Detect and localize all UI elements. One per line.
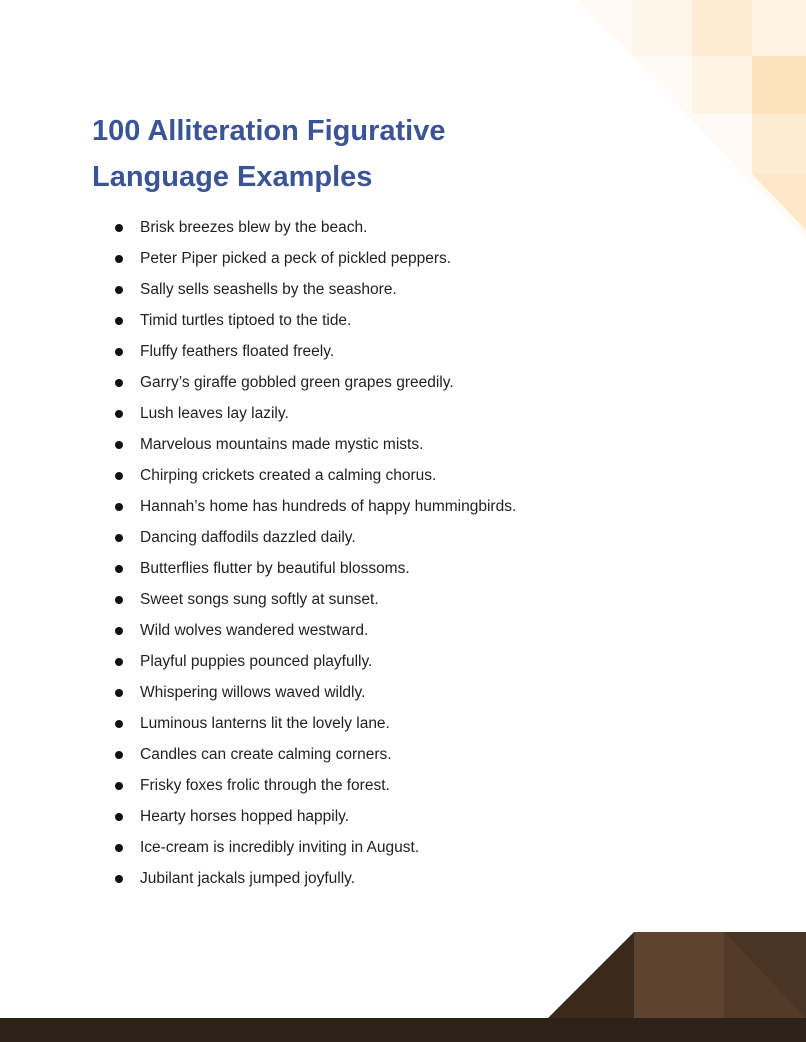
- example-text: Frisky foxes frolic through the forest.: [140, 777, 390, 794]
- bullet-icon: [115, 844, 123, 852]
- list-item: [112, 708, 516, 739]
- bullet-icon: [115, 782, 123, 790]
- bullet-icon: [115, 503, 123, 511]
- list-item: [112, 677, 516, 708]
- example-text: Sweet songs sung softly at sunset.: [140, 591, 379, 608]
- bullet-icon: [115, 565, 123, 573]
- list-item: [112, 739, 516, 770]
- list-item: [112, 305, 516, 336]
- bullet-icon: [115, 658, 123, 666]
- bullet-icon: [115, 286, 123, 294]
- list-item: [112, 522, 516, 553]
- list-item: [112, 491, 516, 522]
- example-text: Lush leaves lay lazily.: [140, 405, 289, 422]
- example-text: Peter Piper picked a peck of pickled peppers.: [140, 250, 452, 267]
- bullet-icon: [115, 751, 123, 759]
- example-text: Fluffy feathers floated freely.: [140, 343, 335, 360]
- example-text: Candles can create calming corners.: [140, 746, 392, 763]
- list-item: [112, 770, 516, 801]
- list-item: [112, 367, 516, 398]
- list-item: [112, 336, 516, 367]
- example-text: Marvelous mountains made mystic mists.: [140, 436, 424, 453]
- bullet-icon: [115, 689, 123, 697]
- document-title: 100 Alliteration Figurative Language Examples: [92, 115, 446, 193]
- bullet-icon: [115, 813, 123, 821]
- list-item: [112, 832, 516, 863]
- list-item: [112, 863, 516, 894]
- example-text: Hannah’s home has hundreds of happy hummingbirds.: [140, 498, 517, 515]
- bullet-icon: [115, 875, 123, 883]
- bullet-icon: [115, 317, 123, 325]
- example-text: Chirping crickets created a calming chorus.: [140, 467, 437, 484]
- list-item: [112, 584, 516, 615]
- example-text: Butterflies flutter by beautiful blossoms.: [140, 560, 410, 577]
- bullet-icon: [115, 534, 123, 542]
- bullet-icon: [115, 348, 123, 356]
- example-text: Playful puppies pounced playfully.: [140, 653, 373, 670]
- list-item: [112, 398, 516, 429]
- example-text: Hearty horses hopped happily.: [140, 808, 350, 825]
- list-item: [112, 553, 516, 584]
- example-text: Whispering willows waved wildly.: [140, 684, 366, 701]
- bullet-icon: [115, 224, 123, 232]
- example-text: Wild wolves wandered westward.: [140, 622, 369, 639]
- bullet-icon: [115, 472, 123, 480]
- list-item: [112, 460, 516, 491]
- bullet-icon: [115, 441, 123, 449]
- example-text: Luminous lanterns lit the lovely lane.: [140, 715, 390, 732]
- list-item: [112, 212, 516, 243]
- list-item: [112, 429, 516, 460]
- bullet-icon: [115, 379, 123, 387]
- list-item: [112, 243, 516, 274]
- list-item: [112, 274, 516, 305]
- bullet-icon: [115, 410, 123, 418]
- examples-list: [112, 212, 516, 894]
- list-item: [112, 646, 516, 677]
- example-text: Sally sells seashells by the seashore.: [140, 281, 397, 298]
- bottom-decoration: [0, 932, 806, 1042]
- example-text: Brisk breezes blew by the beach.: [140, 219, 368, 236]
- list-item: [112, 801, 516, 832]
- bullet-icon: [115, 596, 123, 604]
- example-text: Timid turtles tiptoed to the tide.: [140, 312, 352, 329]
- example-text: Jubilant jackals jumped joyfully.: [140, 870, 356, 887]
- example-text: Garry’s giraffe gobbled green grapes greedily.: [140, 374, 454, 391]
- example-text: Ice-cream is incredibly inviting in August.: [140, 839, 420, 856]
- bullet-icon: [115, 255, 123, 263]
- bullet-icon: [115, 627, 123, 635]
- list-item: [112, 615, 516, 646]
- bullet-icon: [115, 720, 123, 728]
- example-text: Dancing daffodils dazzled daily.: [140, 529, 356, 546]
